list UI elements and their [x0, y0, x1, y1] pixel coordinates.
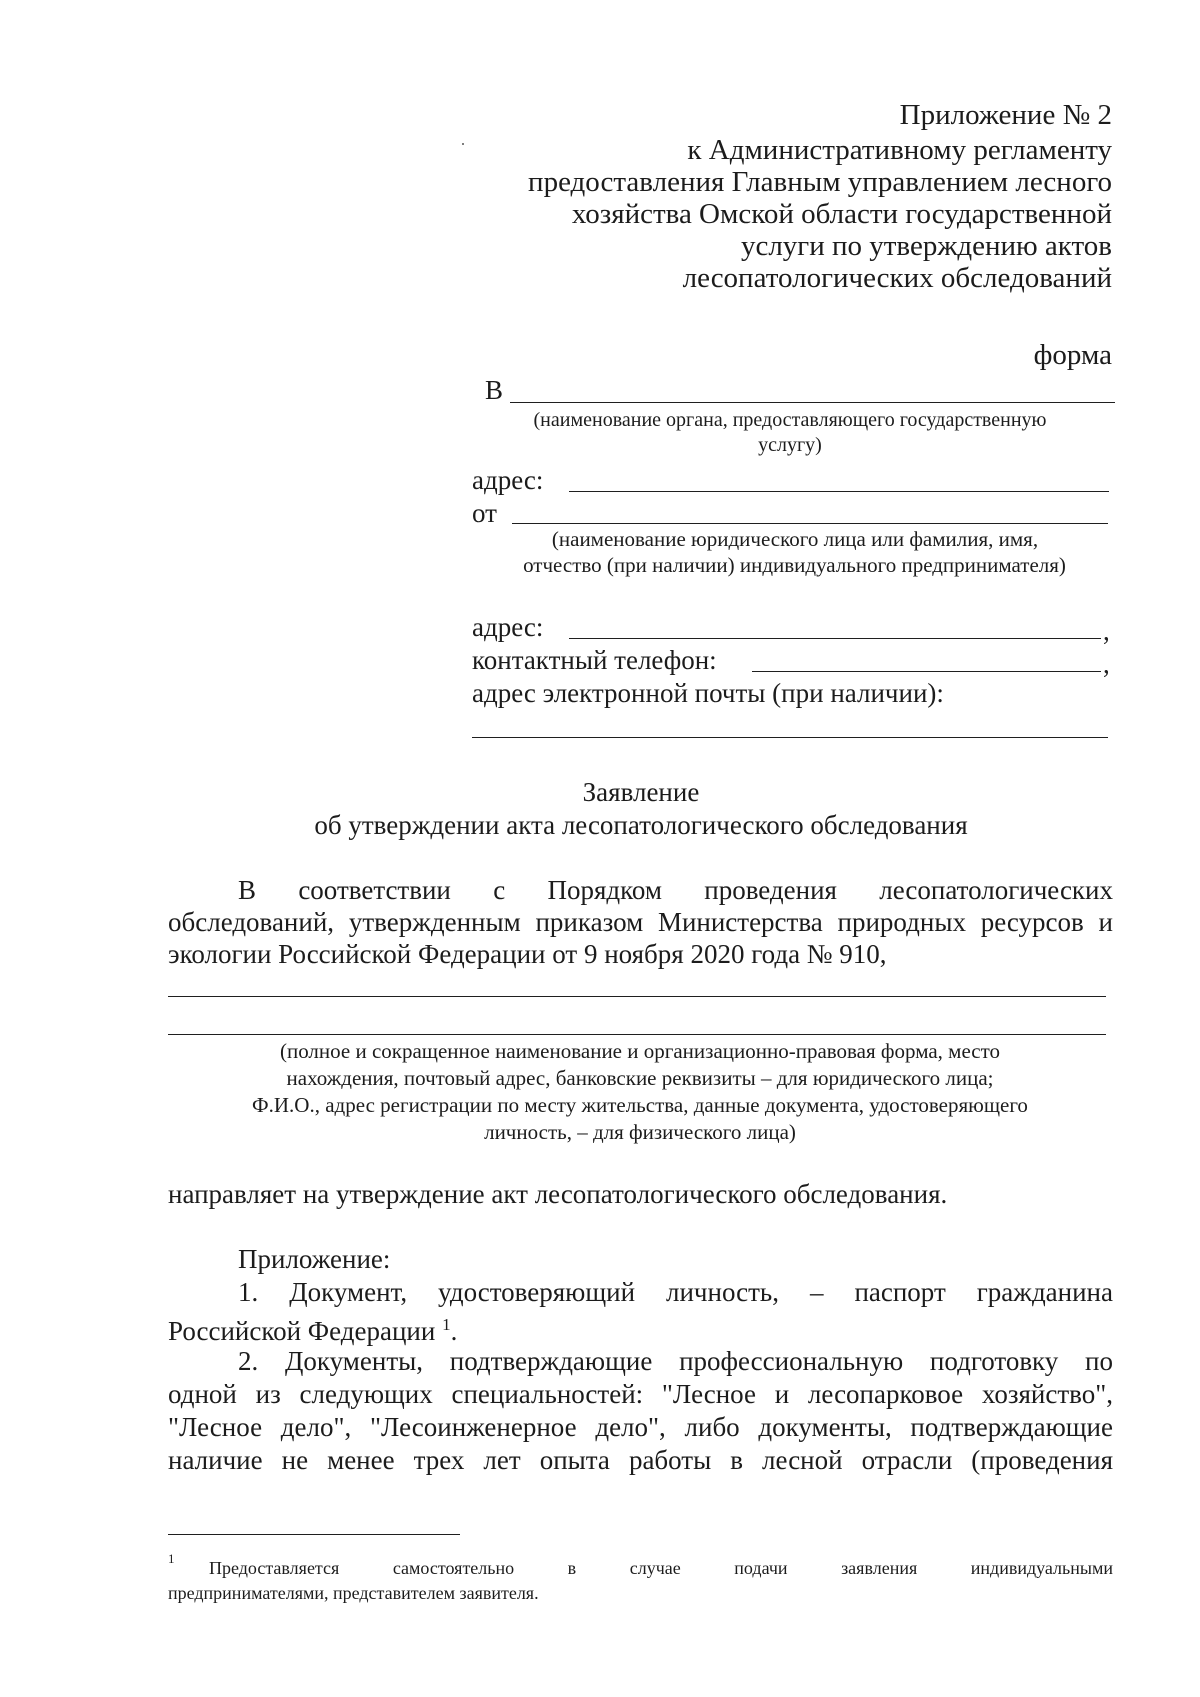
intro-line-2-text: обследований, утвержденным приказом Министерства природных ресурсов и — [168, 907, 1113, 937]
footnote-separator — [168, 1534, 460, 1535]
applicant-caption-line-2: нахождения, почтовый адрес, банковские реквизиты – для юридического лица; — [286, 1066, 994, 1090]
attachment-1-line-1-text: 1. Документ, удостоверяющий личность, – паспорт гражданина — [238, 1277, 1113, 1307]
sender-name-field[interactable] — [512, 523, 1108, 524]
attachment-1-text-end: Российской Федерации — [168, 1316, 436, 1346]
phone-field[interactable] — [752, 671, 1101, 672]
sender-caption-line-1: (наименование юридического лица или фамилия, имя, — [551, 527, 1039, 551]
attachment-2-line-4 — [168, 1444, 1113, 1476]
form-label: форма — [1033, 339, 1112, 371]
recipient-caption-line-1: (наименование органа, предоставляющего государственную — [533, 409, 1047, 431]
attachment-2-line-3 — [168, 1411, 1113, 1443]
attachment-2-line-4-text: наличие не менее трех лет опыта работы в лесной отрасли (проведения — [168, 1445, 1113, 1475]
attachment-2-line-1-text: 2. Документы, подтверждающие профессиональную подготовку по — [238, 1346, 1113, 1376]
scan-speck — [462, 143, 464, 145]
footnote-mark: 1 — [168, 1551, 175, 1566]
regulation-ref-line-1: к Административному регламенту — [687, 134, 1112, 166]
recipient-authority-field[interactable] — [510, 402, 1115, 403]
document-title: Заявление — [582, 777, 700, 807]
regulation-ref-line-2: предоставления Главным управлением лесного — [528, 166, 1112, 198]
footnote-reference: 1 — [442, 1315, 451, 1334]
footnote-line-1-text: Предоставляется самостоятельно в случае подачи заявления индивидуальными — [209, 1558, 1113, 1578]
intro-line-1-text: В соответствии с Порядком проведения лесопатологических — [238, 875, 1113, 905]
regulation-ref-line-3: хозяйства Омской области государственной — [571, 198, 1112, 230]
applicant-details-field-2[interactable] — [168, 1034, 1106, 1035]
footnote-line-1 — [209, 1556, 1113, 1580]
attachment-1-line-2 — [168, 1309, 457, 1347]
attachment-1-period: . — [450, 1316, 458, 1346]
intro-line-1 — [238, 874, 1113, 906]
applicant-details-field-1[interactable] — [168, 996, 1106, 997]
address-line-comma: , — [1103, 616, 1110, 646]
sender-prefix: от — [472, 498, 497, 528]
sender-caption-line-2: отчество (при наличии) индивидуального предпринимателя) — [523, 553, 1066, 577]
phone-line-comma: , — [1103, 649, 1110, 679]
regulation-ref-line-4: услуги по утверждению актов — [740, 230, 1112, 262]
email-label: адрес электронной почты (при наличии): — [472, 678, 944, 708]
email-field[interactable] — [472, 737, 1108, 738]
phone-label: контактный телефон: — [472, 645, 717, 675]
attachment-1-line-1 — [238, 1276, 1113, 1308]
attachment-2-line-2 — [168, 1378, 1113, 1410]
recipient-caption-line-2: услугу) — [758, 434, 822, 456]
recipient-address-label: адрес: — [472, 465, 544, 495]
regulation-ref-line-5: лесопатологических обследований — [682, 262, 1112, 294]
attachment-2-line-1 — [238, 1345, 1113, 1377]
intro-line-3: экологии Российской Федерации от 9 ноября 2020 года № 910, — [168, 939, 887, 969]
applicant-caption-line-1: (полное и сокращенное наименование и организационно-правовая форма, место — [279, 1039, 1001, 1063]
appendix-number: Приложение № 2 — [899, 99, 1112, 131]
directs-statement: направляет на утверждение акт лесопатологического обследования. — [168, 1179, 948, 1209]
attachment-2-line-2-text: одной из следующих специальностей: "Лесное и лесопарковое хозяйство", — [168, 1379, 1113, 1409]
attachments-heading: Приложение: — [238, 1244, 391, 1274]
applicant-caption-line-4: личность, – для физического лица) — [484, 1120, 796, 1144]
recipient-address-field[interactable] — [569, 491, 1109, 492]
recipient-prefix: В — [485, 375, 504, 405]
footnote-line-2: предпринимателями, представителем заявителя. — [168, 1583, 539, 1603]
document-subtitle: об утверждении акта лесопатологического обследования — [314, 810, 968, 840]
attachment-2-line-3-text: "Лесное дело", "Лесоинженерное дело", либо документы, подтверждающие — [168, 1412, 1113, 1442]
applicant-address-field[interactable] — [569, 638, 1101, 639]
applicant-caption-line-3: Ф.И.О., адрес регистрации по месту жительства, данные документа, удостоверяющего — [252, 1093, 1028, 1117]
intro-line-2 — [168, 906, 1113, 938]
applicant-address-label: адрес: — [472, 612, 544, 642]
